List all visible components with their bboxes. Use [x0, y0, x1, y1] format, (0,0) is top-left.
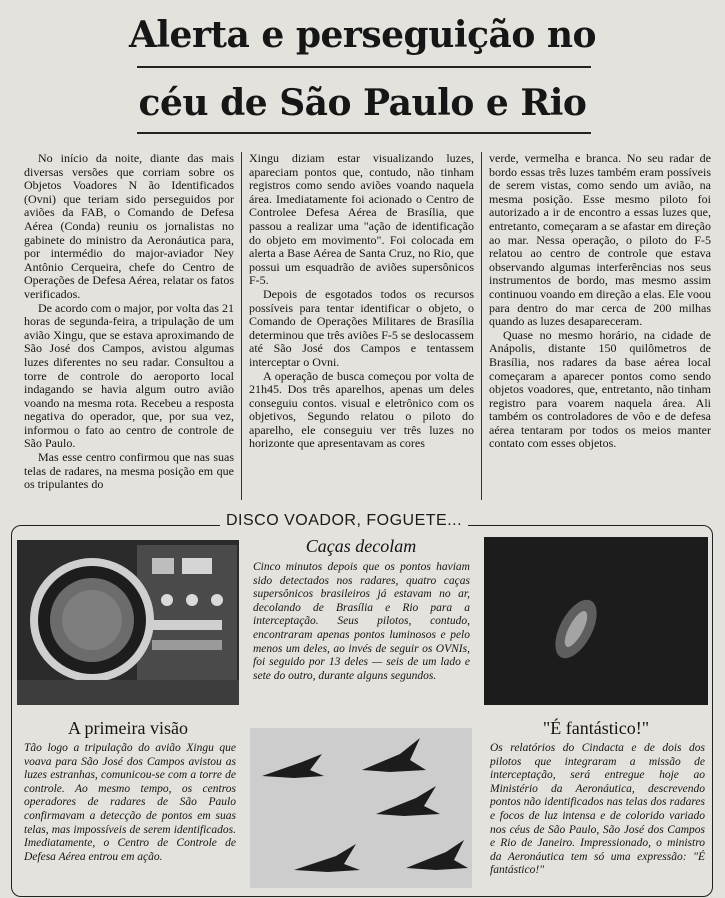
article-column-3 [489, 152, 711, 451]
headline-line-1: Alerta e perseguição no [128, 14, 597, 56]
column-divider-2 [481, 152, 482, 500]
jets-formation-photo [250, 728, 472, 888]
paragraph: Quase no mesmo horário, na cidade de Anápolis, distante 150 quilômetros de Brasília, nos radares da base aérea local começaram a aparecer pontos como sendo objetos voadores, que, entretanto, não tinham registro para voarem naquela área. Ali também os controladores de vôo e de defesa aérea tentaram por todos os meios manter contato com esses objetos. [489, 327, 711, 451]
paragraph: verde, vermelha e branca. No seu radar de bordo essas três luzes também eram possíveis de serem vistas, como sendo um avião, na mesma posição. Esse mesmo piloto foi autorizado a ir de encontro a essas luzes que, entretanto, começaram a se afastar em direção ao mar. Nessa operação, o piloto do F-5 relatou ao centro de controle que estava observando algumas interferências nos seus instrumentos de bordo, mas mesmo assim continuou voando em direção a elas. Ele voou para dentro do mar cerca de 200 milhas quando as luzes desapareceram. [489, 151, 711, 329]
headline-divider [137, 66, 591, 68]
column-divider-1 [241, 152, 242, 500]
paragraph: De acordo com o major, por volta das 21 horas de segunda-feira, a tripulação de um avião Xingu, que se estava aproximando de São José dos Campos, avistou algumas luzes diferentes no seu radar. Consultou a torre de controle do aeroporto local indagando se havia algum outro avião voando na mesma rota. Recebeu a resposta negativa do operador, que, por sua vez, informou o fato ao centro de controle de São Paulo. [24, 300, 234, 451]
paragraph: Mas esse centro confirmou que nas suas telas de radares, na mesma posição em que os tripulantes do [24, 450, 234, 492]
sidebar-kicker: DISCO VOADOR, FOGUETE... [220, 512, 468, 530]
paragraph: Depois de esgotados todos os recursos possíveis para tentar identificar o objeto, o Comando de Operações Militares de Brasília determinou que três aviões F-5 se deslocassem até São José dos Campos e tentassem interceptar o Ovni. [249, 286, 474, 369]
article-column-1 [24, 152, 234, 492]
paragraph: Xingu diziam estar visualizando luzes, apareciam pontos que, contudo, não tinham registros como sendo aviões voando naquela área. Imediatamente foi acionado o Centro de Controlee Defesa Aérea de Brasília, que passou a realizar uma "ação de identificação do objeto em movimento". Foi colocada em alerta a Base Aérea de Santa Cruz, no Rio, que possui um esquadrão de aviões supersônicos F-5. [249, 151, 474, 288]
paragraph: No início da noite, diante das mais diversas versões que corriam sobre os Objetos Voadores N ão Identificados (Ovni) que teriam sido perseguidos por aviões da FAB, o Comando de Defesa Aérea (Conda) reuniu os jornalistas no gabinete do ministro da Aeronáutica para, por intermédio do major-aviador Ney Antônio Cerqueira, chefe do Centro de Operações de Defesa Aérea, relatar os fatos verificados. [24, 151, 234, 301]
sidebar-left-text: Tão logo a tripulação do avião Xingu que voava para São José dos Campos avistou as luzes estranhas, comunicou-se com a torre de controle. Ao mesmo tempo, os centros operadores de radares de São Paulo confirmavam a detecção de pontos em suas telas, mas impossíveis de serem identificados. Imediatamente, o Centro de Controle de Defesa Aérea entrou em ação. [24, 742, 236, 863]
sidebar-center-text: Cinco minutos depois que os pontos haviam sido detectados nos radares, quatro caças supersônicos brasileiros já estavam no ar, decolando de Brasília e Rio para a interceptação. Seus pilotos, contudo, encontraram apenas pontos luminosos e pelo menos um deles, ao invés de seguir os OVNIs, foi seguido por 13 deles — seis de um lado e sete do outro, durante alguns segundos. [253, 561, 470, 682]
sidebar-left-title: A primeira visão [68, 718, 188, 738]
radar-console-photo [17, 540, 239, 705]
headline-line-2: céu de São Paulo e Rio [138, 82, 587, 124]
night-sky-light-photo [484, 537, 708, 705]
sidebar-right-text: Os relatórios do Cindacta e de dois dos pilotos que integraram a missão de interceptação, será entregue hoje ao Ministério da Aeronáutica, descrevendo pontos não identificados nas telas dos radares e focos de luz intensa e de colorido variado nos céus de São Paulo, São José dos Campos e Rio de Janeiro. Impressionado, o ministro da Aeronáutica tem só uma expressão: "É fantástico!" [490, 742, 705, 877]
sidebar-center-title: Caças decolam [305, 536, 417, 556]
article-column-2 [249, 152, 474, 451]
sidebar-right-title: "É fantástico!" [542, 718, 650, 738]
paragraph: A operação de busca começou por volta de 21h45. Dos três aparelhos, apenas um deles conseguiu contos. visual e eletrônico com os objetivos, Segundo relatou o piloto do aparelho, ele conseguiu ver três luzes no horizonte que apresentavam as cores [249, 368, 474, 451]
headline-underline [137, 132, 591, 134]
